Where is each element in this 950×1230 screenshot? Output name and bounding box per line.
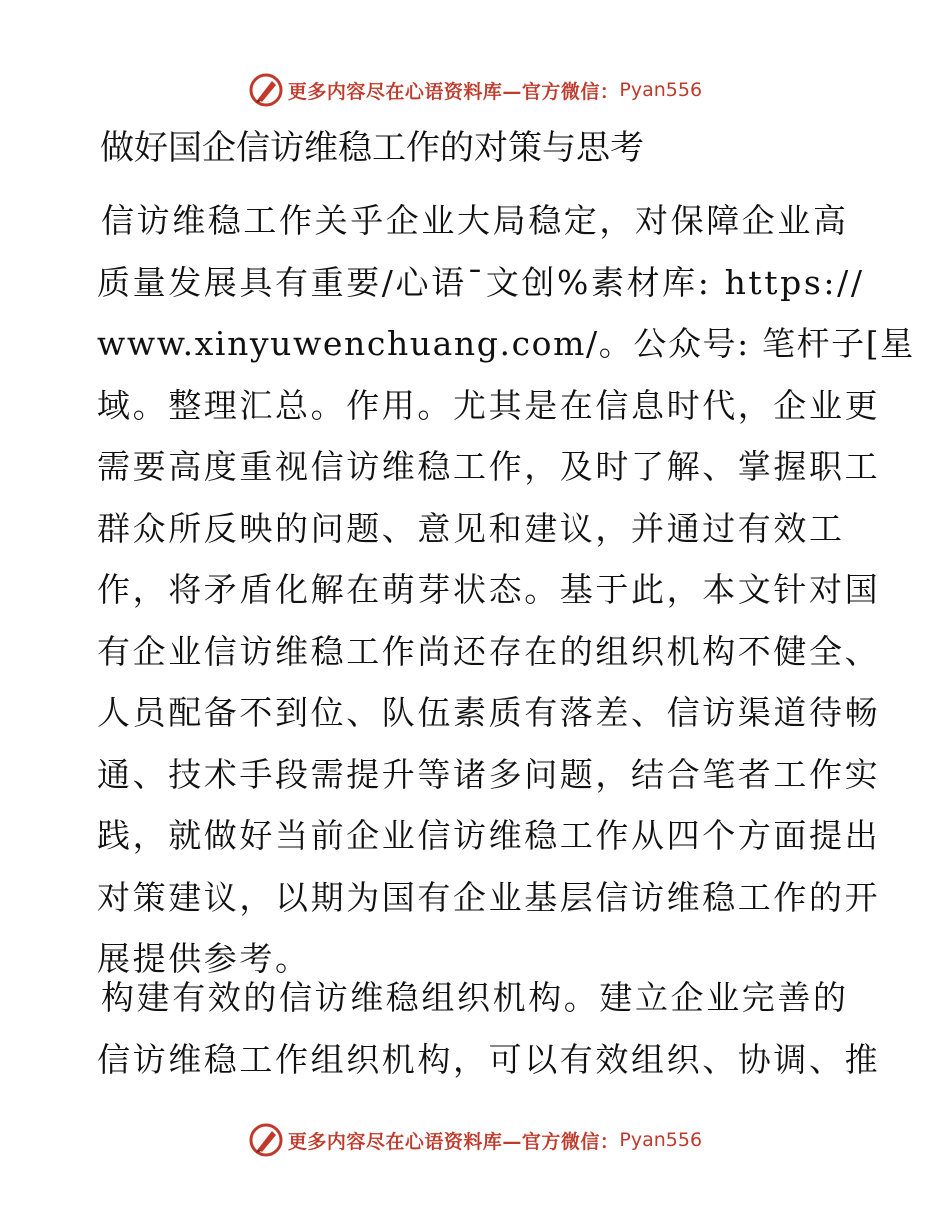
banner-account: Pyan556 xyxy=(619,79,703,101)
text-line: 信访维稳工作组织机构，可以有效组织、协调、推 xyxy=(97,1039,881,1079)
text-line: www.xinyuwenchuang.com/。公众号: 笔杆子[星 xyxy=(97,324,915,363)
banner-text: 更多内容尽在心语资料库—官方微信： xyxy=(287,1130,620,1153)
paragraph-1 xyxy=(97,190,915,990)
footer-banner xyxy=(0,1120,950,1160)
text-line: 构建有效的信访维稳组织机构。建立企业完善的 xyxy=(101,978,849,1017)
text-line: 通、技术手段需提升等诸多问题，结合笔者工作实 xyxy=(97,754,881,794)
paragraph-2 xyxy=(97,967,881,1090)
text-line: 信访维稳工作关乎企业大局稳定，对保障企业高 xyxy=(101,201,849,240)
text-line: 域。整理汇总。作用。尤其是在信息时代，企业更 xyxy=(97,385,881,425)
text-line: 人员配备不到位、队伍素质有落差、信访渠道待畅 xyxy=(97,693,881,732)
document-title: 做好国企信访维稳工作的对策与思考 xyxy=(100,128,644,168)
text-line: 对策建议，以期为国有企业基层信访维稳工作的开 xyxy=(97,877,881,917)
text-line: 有企业信访维稳工作尚还存在的组织机构不健全、 xyxy=(97,631,881,671)
text-line: 群众所反映的问题、意见和建议，并通过有效工 xyxy=(97,508,845,548)
banner-account: Pyan556 xyxy=(619,1129,703,1151)
banner-text: 更多内容尽在心语资料库—官方微信： xyxy=(287,80,620,103)
text-line: 展提供参考。 xyxy=(97,939,311,978)
text-line: 践，就做好当前企业信访维稳工作从四个方面提出 xyxy=(97,816,881,855)
text-line: 需要高度重视信访维稳工作，及时了解、掌握职工 xyxy=(97,447,881,486)
text-line: 质量发展具有重要/心语¯文创%素材库: https:// xyxy=(97,262,865,302)
pen-logo-icon xyxy=(248,72,284,108)
header-banner xyxy=(0,70,950,110)
text-line: 作，将矛盾化解在萌芽状态。基于此，本文针对国 xyxy=(97,570,881,609)
pen-logo-icon xyxy=(248,1122,284,1158)
